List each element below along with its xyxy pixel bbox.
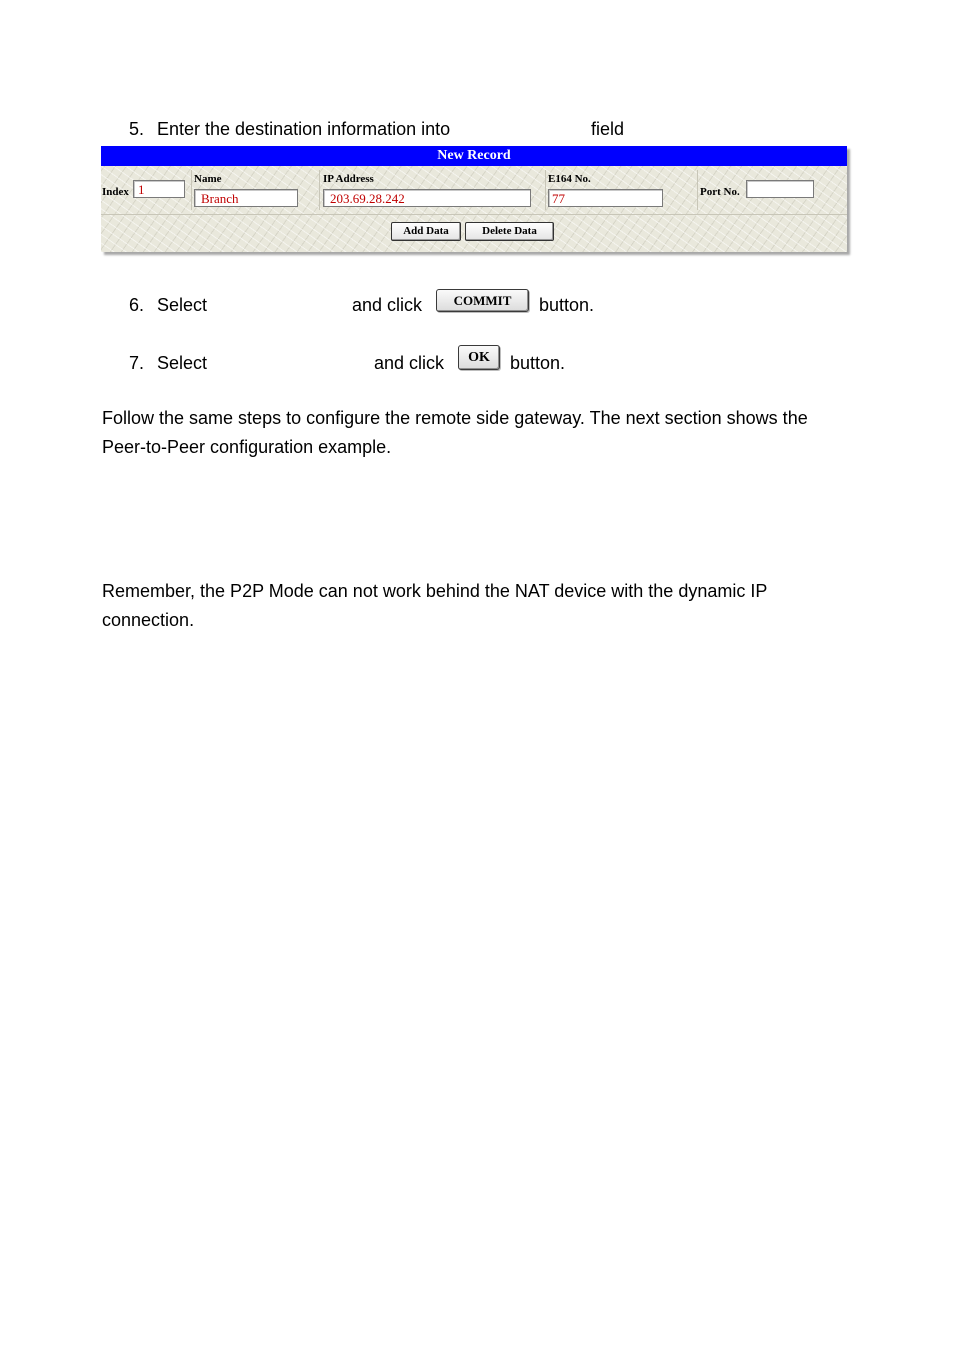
ip-address-label: IP Address	[323, 173, 374, 185]
port-label: Port No.	[700, 186, 740, 198]
e164-input[interactable]: 77	[548, 189, 663, 207]
name-input[interactable]: Branch	[194, 189, 298, 207]
new-record-header: New Record	[101, 146, 847, 166]
name-label: Name	[194, 173, 222, 185]
index-label: Index	[102, 186, 129, 198]
port-input[interactable]	[746, 180, 814, 198]
add-data-button[interactable]: Add Data	[391, 222, 461, 241]
step-6-middle: and click	[352, 295, 423, 315]
new-record-panel	[101, 146, 847, 252]
separator	[191, 170, 192, 210]
step-7-number: 7.	[129, 353, 145, 373]
paragraph-remote-gateway: Follow the same steps to configure the remote side gateway. The next section shows the Peer-to-Peer configuration example.	[102, 408, 808, 457]
step-5-suffix: field	[591, 119, 625, 139]
step-6-text: Select	[157, 295, 208, 315]
e164-label: E164 No.	[548, 173, 591, 185]
separator	[697, 170, 698, 210]
step-7-suffix: button.	[510, 353, 566, 373]
step-5-text: Enter the destination information into	[157, 119, 451, 139]
separator	[319, 170, 320, 210]
separator	[545, 170, 546, 210]
step-6-suffix: button.	[539, 295, 595, 315]
step-6-number: 6.	[129, 295, 145, 315]
delete-data-button[interactable]: Delete Data	[465, 222, 554, 241]
paragraph-p2p-note: Remember, the P2P Mode can not work behind the NAT device with the dynamic IP connection.	[102, 581, 768, 630]
step-7-middle: and click	[374, 353, 445, 373]
commit-button[interactable]: COMMIT	[436, 289, 529, 312]
divider	[101, 214, 847, 215]
ok-button[interactable]: OK	[458, 345, 500, 370]
step-5-number: 5.	[129, 119, 145, 139]
step-7-text: Select	[157, 353, 208, 373]
ip-address-input[interactable]: 203.69.28.242	[323, 189, 531, 207]
index-input[interactable]: 1	[133, 180, 185, 198]
